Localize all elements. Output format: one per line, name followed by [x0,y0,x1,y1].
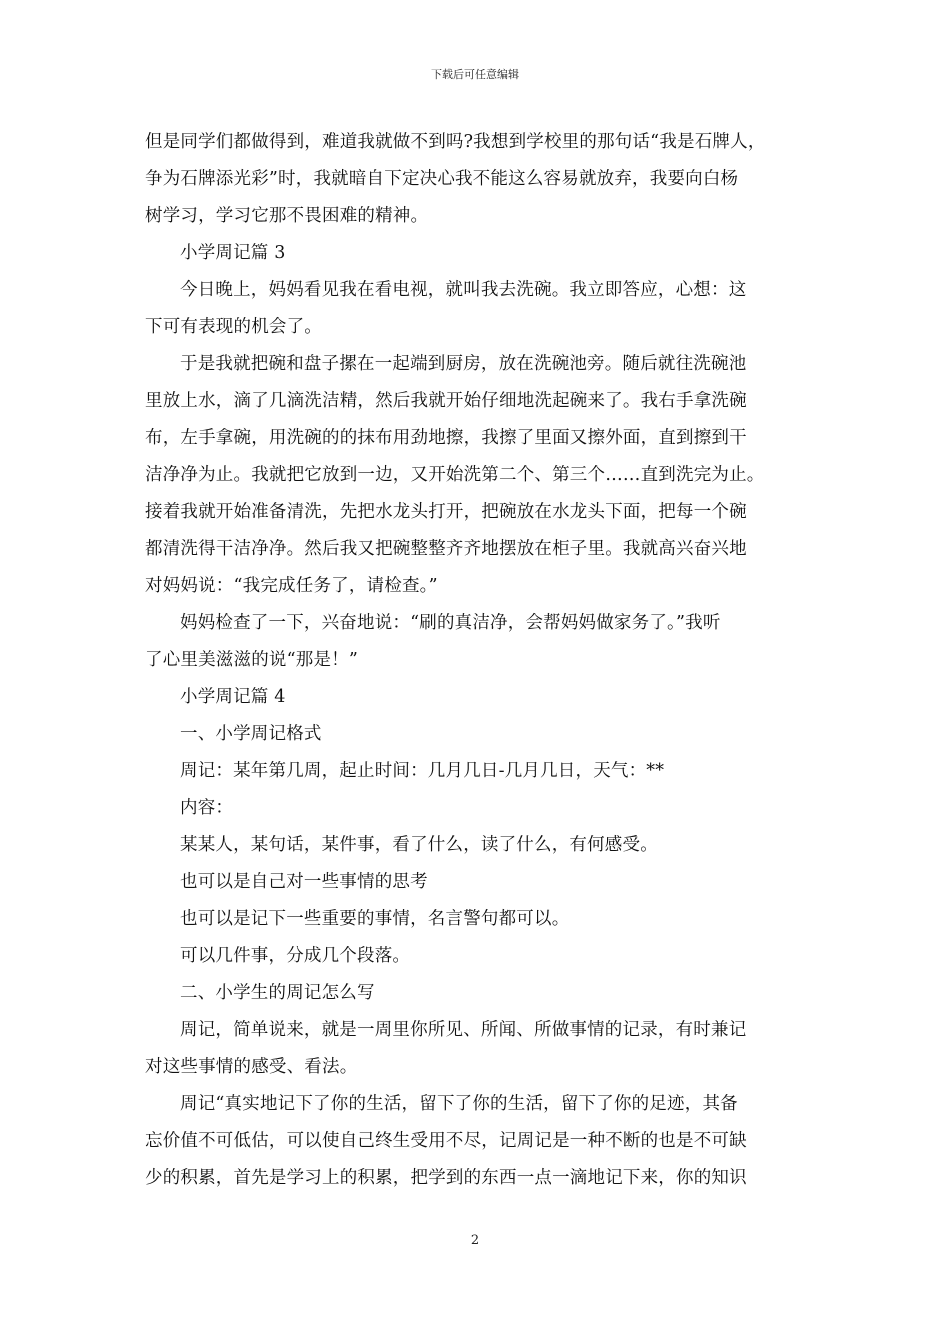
text-line: 了心里美滋滋的说“那是！” [145,650,358,670]
text-line: 也可以是记下一些重要的事情，名言警句都可以。 [180,909,570,929]
text-line: 于是我就把碗和盘子摞在一起端到厨房，放在洗碗池旁。随后就往洗碗池 [180,354,747,374]
text-line: 小学周记篇 3 [180,243,286,263]
text-line: 某某人，某句话，某件事，看了什么，读了什么，有何感受。 [180,835,658,855]
text-line: 但是同学们都做得到，难道我就做不到吗?我想到学校里的那句话“我是石牌人， [145,132,766,152]
page-header: 下载后可任意编辑 [431,68,519,81]
text-line: 都清洗得干洁净净。然后我又把碗整整齐齐地摆放在柜子里。我就高兴奋兴地 [145,539,747,559]
text-line: 少的积累，首先是学习上的积累，把学到的东西一点一滴地记下来，你的知识 [145,1168,747,1188]
text-line: 内容： [180,798,234,818]
text-line: 二、小学生的周记怎么写 [180,983,375,1003]
text-line: 小学周记篇 4 [180,687,286,707]
text-line: 接着我就开始准备清洗，先把水龙头打开，把碗放在水龙头下面，把每一个碗 [145,502,747,522]
text-line: 布，左手拿碗，用洗碗的的抹布用劲地擦，我擦了里面又擦外面，直到擦到干 [145,428,747,448]
text-line: 也可以是自己对一些事情的思考 [180,872,428,892]
text-line: 可以几件事，分成几个段落。 [180,946,411,966]
text-line: 妈妈检查了一下，兴奋地说：“刷的真洁净，会帮妈妈做家务了。”我听 [180,613,721,633]
text-line: 今日晚上，妈妈看见我在看电视，就叫我去洗碗。我立即答应，心想：这 [180,280,747,300]
text-line: 对妈妈说：“我完成任务了，请检查。” [145,576,438,596]
text-line: 周记，简单说来，就是一周里你所见、所闻、所做事情的记录，有时兼记 [180,1020,747,1040]
page-number: 2 [470,1233,480,1248]
text-line: 下可有表现的机会了。 [145,317,322,337]
text-line: 对这些事情的感受、看法。 [145,1057,358,1077]
text-line: 周记：某年第几周，起止时间：几月几日-几月几日，天气：** [180,761,665,781]
text-line: 洁净净为止。我就把它放到一边，又开始洗第二个、第三个……直到洗完为止。 [145,465,765,485]
text-line: 树学习，学习它那不畏困难的精神。 [145,206,429,226]
text-line: 一、小学周记格式 [180,724,322,744]
text-line: 争为石牌添光彩”时，我就暗自下定决心我不能这么容易就放弃，我要向白杨 [145,169,739,189]
text-line: 忘价值不可低估，可以使自己终生受用不尽，记周记是一种不断的也是不可缺 [145,1131,747,1151]
text-line: 周记“真实地记下了你的生活，留下了你的生活，留下了你的足迹，其备 [180,1094,738,1114]
text-line: 里放上水，滴了几滴洗洁精，然后我就开始仔细地洗起碗来了。我右手拿洗碗 [145,391,747,411]
document-body [145,124,807,1197]
